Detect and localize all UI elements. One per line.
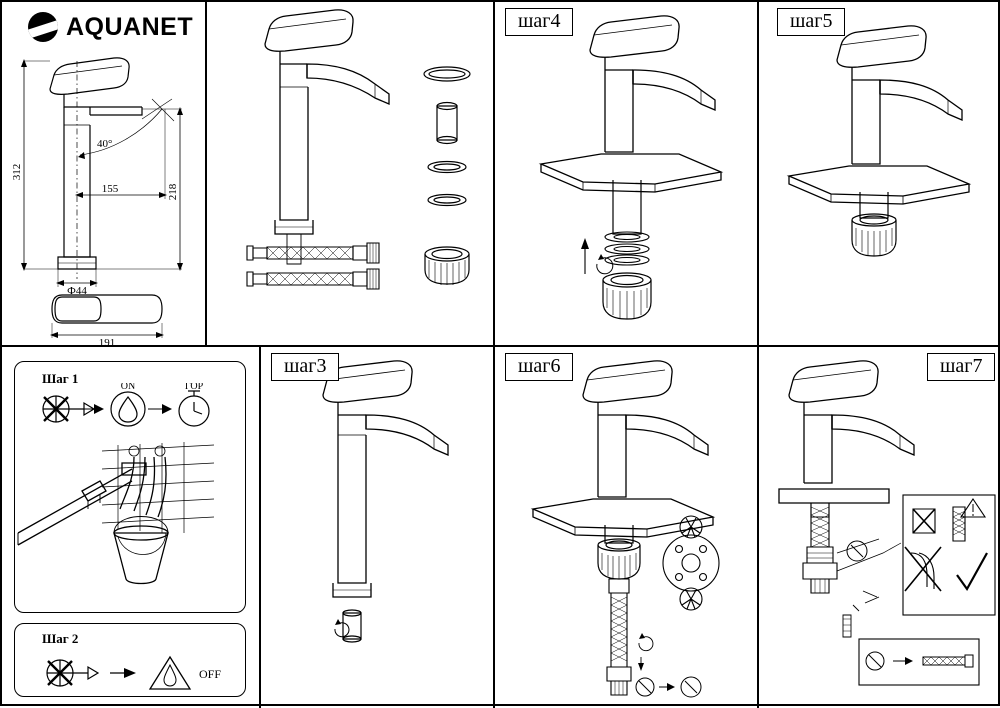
step6-drawing (495, 347, 759, 702)
cell-step3 (261, 347, 495, 708)
dim-spout-height: 218 (167, 183, 179, 201)
step3-drawing (261, 347, 495, 702)
part-o-ring-large (424, 67, 470, 81)
cell-specifications (2, 2, 207, 347)
step2-off-label: OFF (198, 667, 222, 681)
step5-drawing (759, 2, 1000, 347)
cell-step6 (495, 347, 759, 708)
water-drop-icon (111, 392, 145, 426)
dim-base-diameter: Ф44 (67, 285, 87, 297)
parts-drawing (207, 2, 495, 347)
rotate-ccw-icon (335, 619, 349, 637)
no-wrench-icon (636, 677, 701, 697)
dim-total-height: 312 (11, 163, 23, 181)
dim-angle: 40° (97, 138, 113, 150)
step1-on-label: ON (120, 383, 136, 392)
arrow-right-icon (110, 668, 136, 678)
step1-drawing (14, 383, 246, 623)
brand-name: AQUANET (66, 12, 194, 41)
part-spacer-sleeve (437, 103, 457, 144)
step4-drawing (495, 2, 759, 347)
dim-spout-reach: 155 (101, 183, 119, 195)
part-washer-1 (428, 162, 466, 173)
aquanet-droplet-logo-icon (28, 12, 58, 42)
part-washer-2 (428, 195, 466, 206)
step4-label: шаг4 (505, 8, 573, 36)
dim-top-length: 191 (98, 337, 116, 347)
step6-label: шаг6 (505, 353, 573, 381)
step7-label: шаг7 (927, 353, 995, 381)
part-mounting-nut (425, 247, 469, 285)
part-flexible-hose-2 (247, 269, 379, 289)
step5-label: шаг5 (777, 8, 845, 36)
cell-step7 (759, 347, 1000, 708)
pipes-flush-icon (18, 457, 168, 584)
check-mark-icon (957, 553, 987, 589)
cell-step5 (759, 2, 1000, 347)
step1-title: Шаг 1 (42, 371, 79, 386)
stopwatch-icon (179, 391, 209, 426)
part-flexible-hose-1 (247, 243, 379, 263)
step2-drawing (14, 647, 246, 697)
cell-step1-step2 (2, 347, 261, 708)
cell-step4 (495, 2, 759, 347)
step7-drawing (759, 347, 1000, 702)
warning-triangle-icon (150, 657, 190, 689)
step2-title: Шаг 2 (42, 631, 79, 646)
brand-logo (28, 12, 193, 42)
step1-hot-label: ГОР (184, 383, 204, 392)
step3-label: шаг3 (271, 353, 339, 381)
valve-handle-icon (47, 660, 98, 686)
cell-parts-exploded (207, 2, 495, 347)
faucet-dimension-drawing (2, 47, 207, 347)
